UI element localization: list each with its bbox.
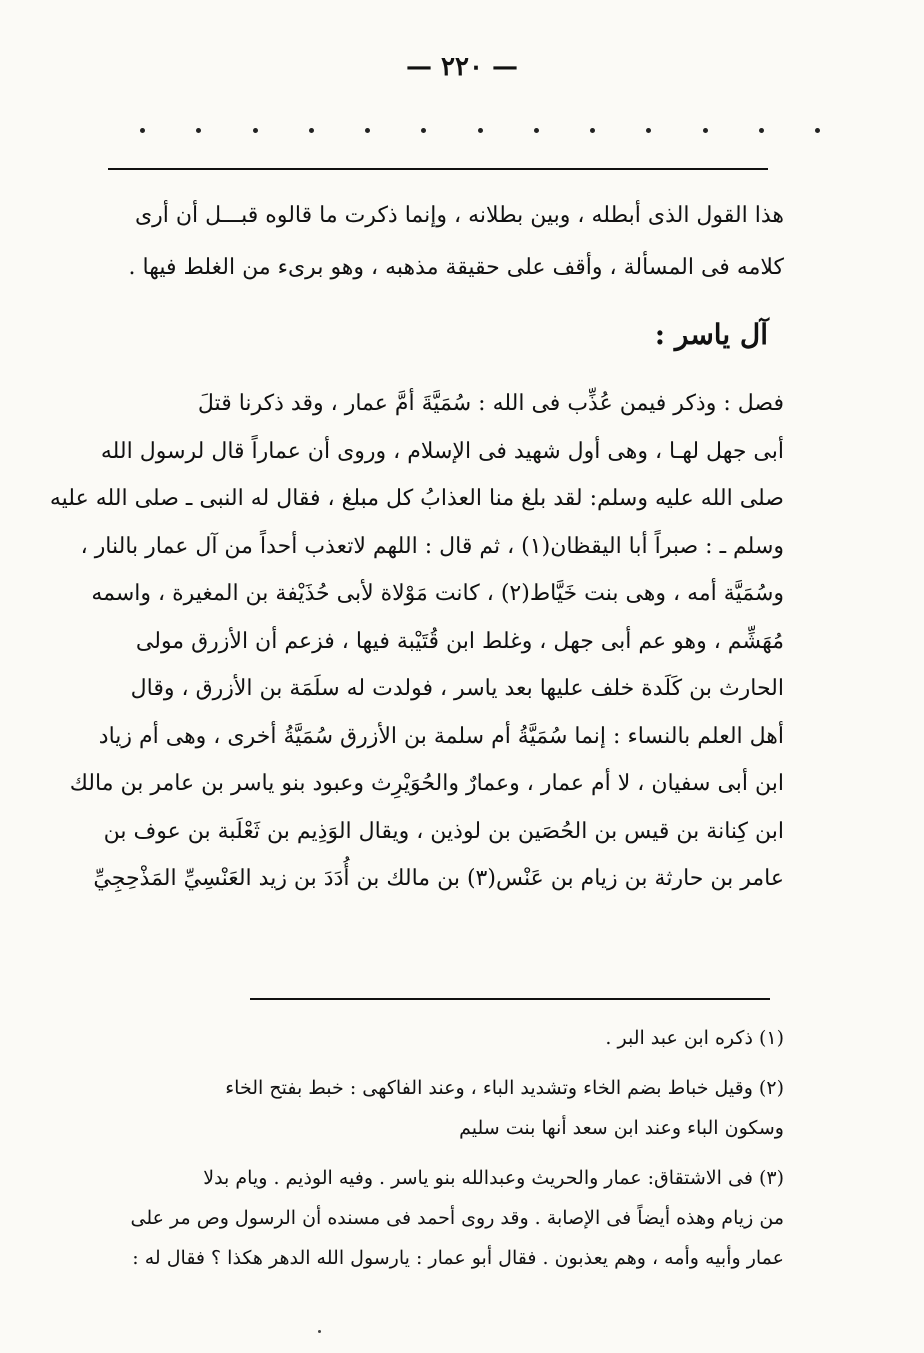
dot xyxy=(309,128,314,133)
footnote-line: وسكون الباء وعند ابن سعد أنها بنت سليم xyxy=(459,1117,784,1139)
text-line: ابن كِنانة بن قيس بن الحُصَين بن لوذين ، ويقال الوَذِيم بن ثَعْلَبة بن عوف بن xyxy=(103,818,784,844)
footnotes xyxy=(84,1018,784,1278)
page-number: — ٢٢٠ — xyxy=(405,52,519,82)
text-line: أهل العلم بالنساء : إنما سُمَيَّةُ أم سلمة بن الأزرق سُمَيَّةُ أخرى ، وهى أم زياد xyxy=(98,723,784,749)
dot xyxy=(590,128,595,133)
dot xyxy=(253,128,258,133)
dot xyxy=(703,128,708,133)
text-line: الحارث بن كَلَدة خلف عليها بعد ياسر ، فولدت له سلَمَة بن الأزرق ، وقال xyxy=(130,676,784,701)
text-line: ابن أبى سفيان ، لا أم عمار ، وعمارٌ والحُوَيْرِث وعبود بنو ياسر بن عامر بن مالك xyxy=(69,771,784,796)
text-line: كلامه فى المسألة ، وأقف على حقيقة مذهبه ، وهو برىء من الغلط فيها . xyxy=(128,255,784,280)
footnote-line: (٢) وقيل خباط بضم الخاء وتشديد الباء ، وعند الفاكهى : خبط بفتح الخاء xyxy=(225,1077,784,1099)
text-line: صلى الله عليه وسلم: لقد بلغ منا العذابُ كل مبلغ ، فقال له النبى ـ صلى الله عليه xyxy=(49,486,784,511)
dot xyxy=(815,128,820,133)
header-divider xyxy=(108,168,768,170)
dot xyxy=(478,128,483,133)
text-line: وسلم ـ : صبراً أبا اليقظان(١) ، ثم قال : اللهم لاتعذب أحداً من آل عمار بالنار ، xyxy=(80,533,784,559)
text-line: عامر بن حارثة بن زيام بن عَنْس(٣) بن مالك بن أُدَدَ بن زيد العَنْسِيِّ المَذْحِجِيِّ xyxy=(93,866,784,891)
page-speck xyxy=(318,1330,321,1333)
text-line: فصل : وذكر فيمن عُذِّب فى الله : سُمَيَّةَ أمَّ عمار ، وقد ذكرنا قتلَ xyxy=(197,391,784,416)
footnote-2 xyxy=(84,1068,784,1148)
dot xyxy=(140,128,145,133)
dot xyxy=(759,128,764,133)
dot xyxy=(646,128,651,133)
footnote-1 xyxy=(84,1018,784,1058)
footnote-line: (١) ذكره ابن عبد البر . xyxy=(605,1027,784,1049)
text-line: أبى جهل لهـا ، وهى أول شهيد فى الإسلام ، وروى أن عماراً قال لرسول الله xyxy=(100,438,784,464)
text-line: هذا القول الذى أبطله ، وبين بطلانه ، وإنما ذكرت ما قالوه قبـــل أن أرى xyxy=(134,203,784,228)
main-paragraph xyxy=(49,380,784,903)
intro-paragraph xyxy=(84,190,784,294)
dot xyxy=(534,128,539,133)
ornamental-dot-row xyxy=(140,128,820,133)
footnote-3 xyxy=(84,1158,784,1278)
text-line: مُهَشِّم ، وهو عم أبى جهل ، وغلط ابن قُتَيْبة فيها ، فزعم أن الأزرق مولى xyxy=(135,628,784,654)
footnote-line: (٣) فى الاشتقاق: عمار والحريث وعبدالله بنو ياسر . وفيه الوذيم . ويام بدلا xyxy=(203,1167,784,1189)
section-heading: آل ياسر : xyxy=(654,318,768,351)
dot xyxy=(421,128,426,133)
dot xyxy=(365,128,370,133)
text-line: وسُمَيَّة أمه ، وهى بنت خَيَّاط(٢) ، كانت مَوْلاة لأبى حُذَيْفة بن المغيرة ، واسمه xyxy=(91,581,784,606)
footnote-divider xyxy=(250,998,770,1000)
footnote-line: عمار وأبيه وأمه ، وهم يعذبون . فقال أبو عمار : يارسول الله الدهر هكذا ؟ فقال له : xyxy=(132,1247,784,1269)
footnote-line: من زيام وهذه أيضاً فى الإصابة . وقد روى أحمد فى مسنده أن الرسول وص مر على xyxy=(130,1207,784,1229)
dot xyxy=(196,128,201,133)
